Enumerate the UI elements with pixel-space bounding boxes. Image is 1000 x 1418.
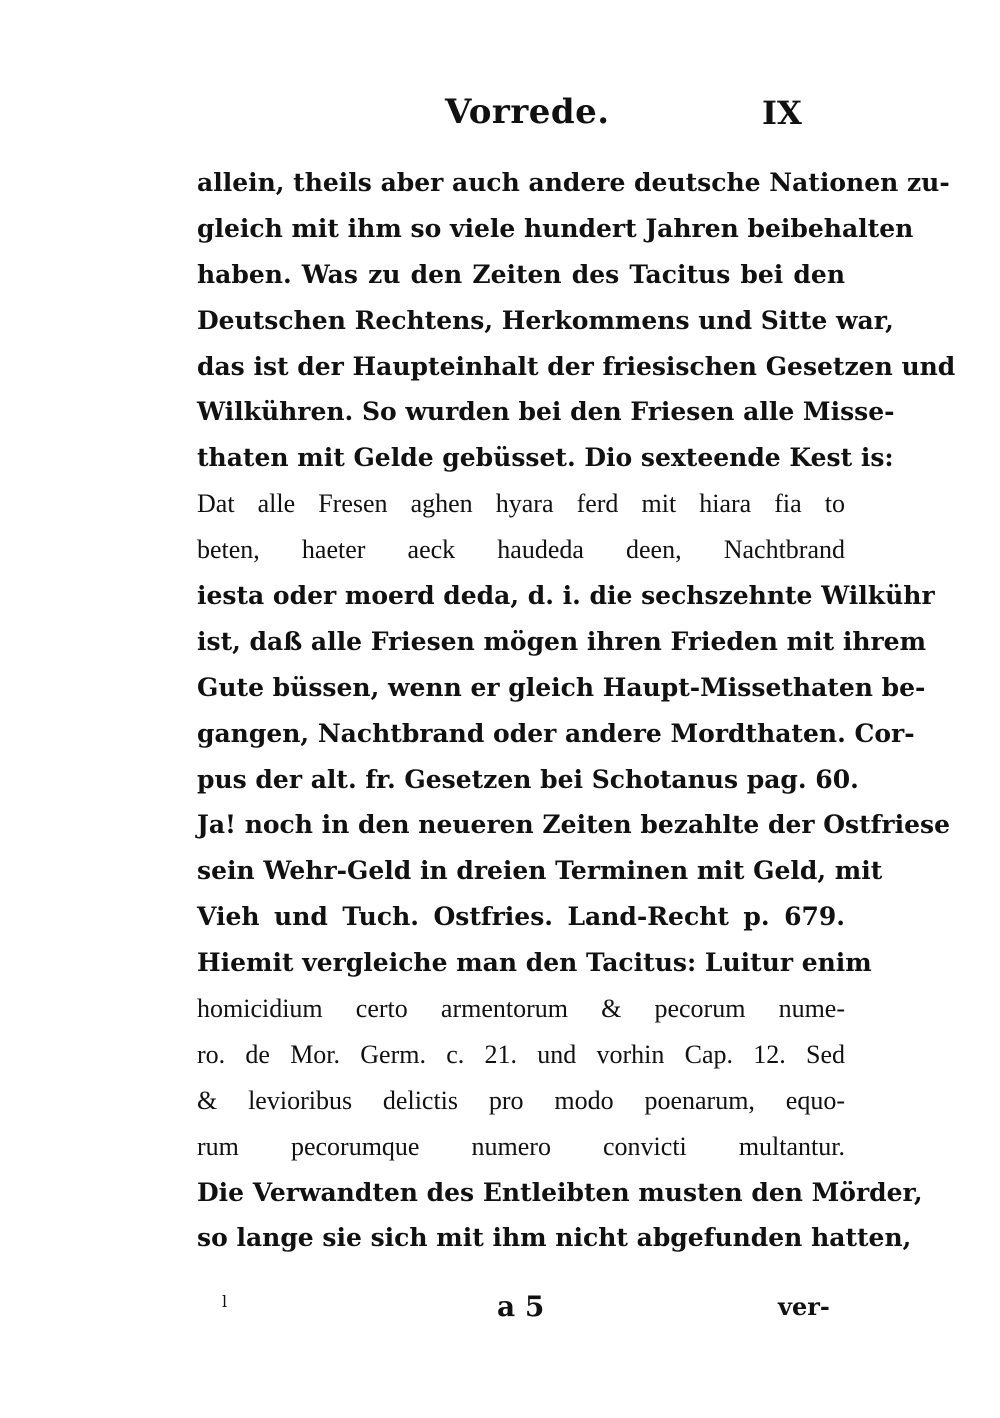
text-line: Deutschen Rechtens, Herkommens und Sitte war, bbox=[197, 305, 894, 335]
text-line: so lange sie sich mit ihm nicht abgefunden hatten, bbox=[197, 1223, 912, 1253]
text-line: beten, haeter aeck haudeda deen, Nachtbrand bbox=[197, 535, 845, 565]
text-line: Vieh und Tuch. Ostfries. Land-Recht p. 679. bbox=[197, 902, 845, 932]
text-line: Dat alle Fresen aghen hyara ferd mit hiara fia to bbox=[197, 489, 845, 519]
page-number: IX bbox=[762, 94, 802, 132]
text-line: gleich mit ihm so viele hundert Jahren beibehalten bbox=[197, 213, 914, 243]
page-header bbox=[0, 92, 1000, 142]
text-line: pus der alt. fr. Gesetzen bei Schotanus pag. 60. bbox=[197, 764, 859, 794]
text-line: iesta oder moerd deda, d. i. die sechszehnte Wilkühr bbox=[197, 581, 935, 611]
text-line: Ja! noch in den neueren Zeiten bezahlte der Ostfriese bbox=[197, 810, 950, 840]
text-line: Die Verwandten des Entleibten musten den Mörder, bbox=[197, 1177, 923, 1207]
body-text bbox=[197, 160, 956, 1261]
text-line: das ist der Haupteinhalt der friesischen Gesetzen und bbox=[197, 351, 956, 381]
text-line: haben. Was zu den Zeiten des Tacitus bei den bbox=[197, 259, 845, 289]
stray-mark: l bbox=[222, 1292, 228, 1311]
text-line: ro. de Mor. Germ. c. 21. und vorhin Cap. 12. Sed bbox=[197, 1039, 845, 1069]
page-footer bbox=[0, 1290, 1000, 1330]
text-line: sein Wehr-Geld in dreien Terminen mit Geld, mit bbox=[197, 856, 883, 886]
text-line: homicidium certo armentorum & pecorum nume- bbox=[197, 994, 845, 1024]
running-head: Vorrede. bbox=[445, 92, 610, 132]
text-line: allein, theils aber auch andere deutsche Nationen zu- bbox=[197, 168, 950, 197]
text-line: thaten mit Gelde gebüsset. Dio sexteende Kest is: bbox=[197, 443, 894, 473]
text-line: Gute büssen, wenn er gleich Haupt-Missethaten be- bbox=[197, 672, 926, 702]
text-line: Hiemit vergleiche man den Tacitus: Luitur enim bbox=[197, 948, 872, 978]
text-line: & levioribus delictis pro modo poenarum, equo- bbox=[197, 1085, 845, 1115]
text-line: ist, daß alle Friesen mögen ihren Frieden mit ihrem bbox=[197, 626, 927, 656]
signature-mark: a 5 bbox=[497, 1290, 545, 1323]
text-line: rum pecorumque numero convicti multantur. bbox=[197, 1131, 845, 1161]
text-line: Wilkühren. So wurden bei den Friesen alle Misse- bbox=[197, 397, 895, 427]
catchword: ver- bbox=[778, 1292, 830, 1321]
text-line: gangen, Nachtbrand oder andere Mordthaten. Cor- bbox=[197, 718, 915, 748]
